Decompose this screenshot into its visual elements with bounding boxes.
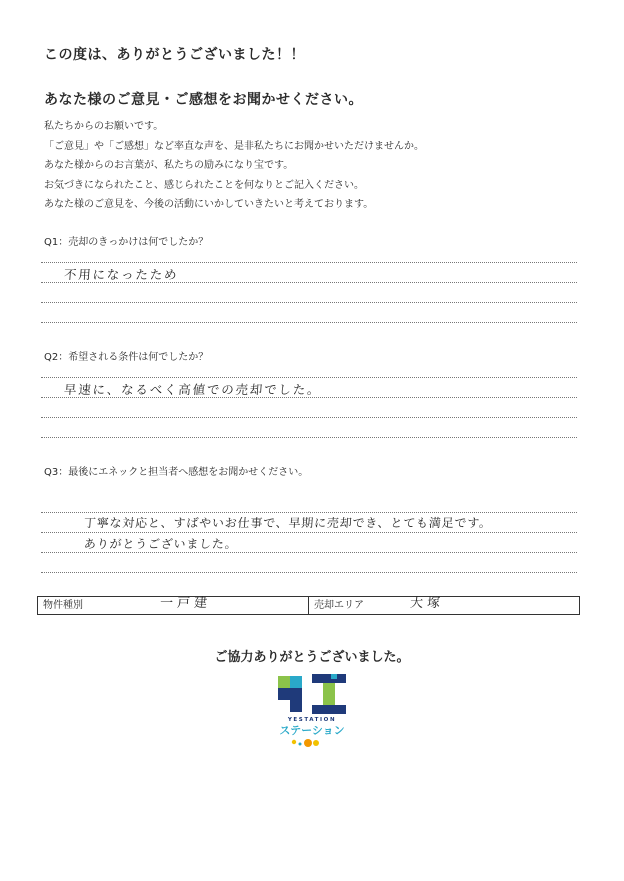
yestation-logo bbox=[270, 670, 354, 750]
question-3-answer-line-1: 丁寧な対応と、すばやいお仕事で、早期に売却でき、とても満足です。 bbox=[83, 516, 493, 530]
property-info-table bbox=[37, 596, 580, 615]
intro-line: 「ご意見」や「ご感想」など率直な声を、是非私たちにお聞かせいただけませんか。 bbox=[44, 140, 424, 152]
table-divider bbox=[308, 597, 309, 614]
logo-block bbox=[278, 676, 290, 688]
property-type-value: 一戸建 bbox=[159, 596, 212, 611]
logo-dot bbox=[292, 740, 296, 744]
logo-wordmark: YESTATION bbox=[287, 717, 337, 723]
logo-block bbox=[290, 676, 302, 688]
question-1-label: Q1：売却のきっかけは何でしたか？ bbox=[44, 237, 209, 248]
logo-mascot-icon bbox=[304, 739, 312, 747]
intro-line: お気づきになられたこと、感じられたことを何なりとご記入ください。 bbox=[44, 179, 364, 191]
logo-block bbox=[323, 683, 335, 705]
question-3-answer-line-2: ありがとうございました。 bbox=[83, 537, 239, 551]
intro-text bbox=[44, 117, 424, 215]
area-label: 売却エリア bbox=[314, 600, 364, 611]
intro-line: 私たちからのお願いです。 bbox=[44, 121, 164, 132]
intro-line: あなた様からのお言葉が、私たちの励みになり宝です。 bbox=[44, 160, 294, 171]
property-type-label: 物件種別 bbox=[43, 600, 83, 611]
closing-message: ご協力ありがとうございました。 bbox=[214, 650, 410, 665]
question-2-label: Q2：希望される条件は何でしたか？ bbox=[44, 352, 209, 363]
logo-block bbox=[312, 674, 346, 683]
logo-katakana: ステーション bbox=[279, 724, 345, 737]
question-2-answer: 早速に、なるべく高値での売却でした。 bbox=[63, 382, 322, 397]
logo-dot bbox=[313, 740, 319, 746]
page-heading: この度は、ありがとうございました！！ bbox=[44, 47, 305, 63]
logo-dot bbox=[299, 743, 302, 746]
intro-line: あなた様のご意見を、今後の活動にいかしていきたいと考えております。 bbox=[44, 199, 374, 210]
question-3-label: Q3：最後にエネックと担当者へ感想をお聞かせください。 bbox=[44, 467, 309, 478]
logo-block bbox=[331, 674, 337, 679]
logo-block bbox=[278, 688, 290, 700]
logo-block bbox=[312, 705, 346, 714]
page-subheading: あなた様のご意見・ご感想をお聞かせください。 bbox=[44, 92, 363, 108]
logo-block bbox=[290, 688, 302, 712]
question-1-answer: 不用になったため bbox=[63, 267, 179, 282]
area-value: 大塚 bbox=[409, 596, 445, 611]
